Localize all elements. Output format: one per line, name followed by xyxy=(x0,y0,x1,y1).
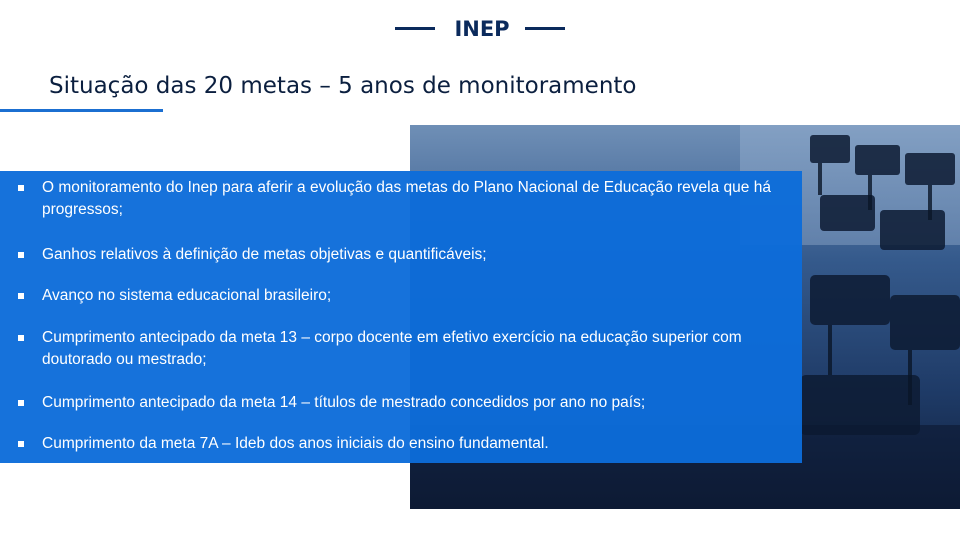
bullet-text: O monitoramento do Inep para aferir a evolução das metas do Plano Nacional de Educação revela que há progressos; xyxy=(42,179,771,218)
content-panel xyxy=(0,171,802,463)
bullet-text: Avanço no sistema educacional brasileiro; xyxy=(42,287,332,304)
bullet-item xyxy=(24,177,784,221)
bullet-marker-icon xyxy=(18,293,24,299)
bullet-marker-icon xyxy=(18,185,24,191)
bullet-item xyxy=(24,392,784,414)
inep-logo xyxy=(0,16,960,44)
bullet-marker-icon xyxy=(18,335,24,341)
logo-line-left xyxy=(395,27,435,30)
bullet-item xyxy=(24,327,784,371)
bullet-marker-icon xyxy=(18,400,24,406)
bullet-text: Ganhos relativos à definição de metas objetivas e quantificáveis; xyxy=(42,246,487,263)
slide-title: Situação das 20 metas – 5 anos de monitoramento xyxy=(49,73,637,99)
bullet-marker-icon xyxy=(18,252,24,258)
bullet-item xyxy=(24,433,784,455)
logo-text: INEP xyxy=(454,17,510,41)
bullet-text: Cumprimento antecipado da meta 13 – corpo docente em efetivo exercício na educação superior com doutorado ou mestrado; xyxy=(42,329,742,368)
title-underline xyxy=(0,109,163,112)
logo-line-right xyxy=(525,27,565,30)
bullet-item xyxy=(24,244,784,266)
bullet-text: Cumprimento antecipado da meta 14 – títulos de mestrado concedidos por ano no país; xyxy=(42,394,646,411)
bullet-text: Cumprimento da meta 7A – Ideb dos anos iniciais do ensino fundamental. xyxy=(42,435,549,452)
bullet-item xyxy=(24,285,784,307)
bullet-marker-icon xyxy=(18,441,24,447)
